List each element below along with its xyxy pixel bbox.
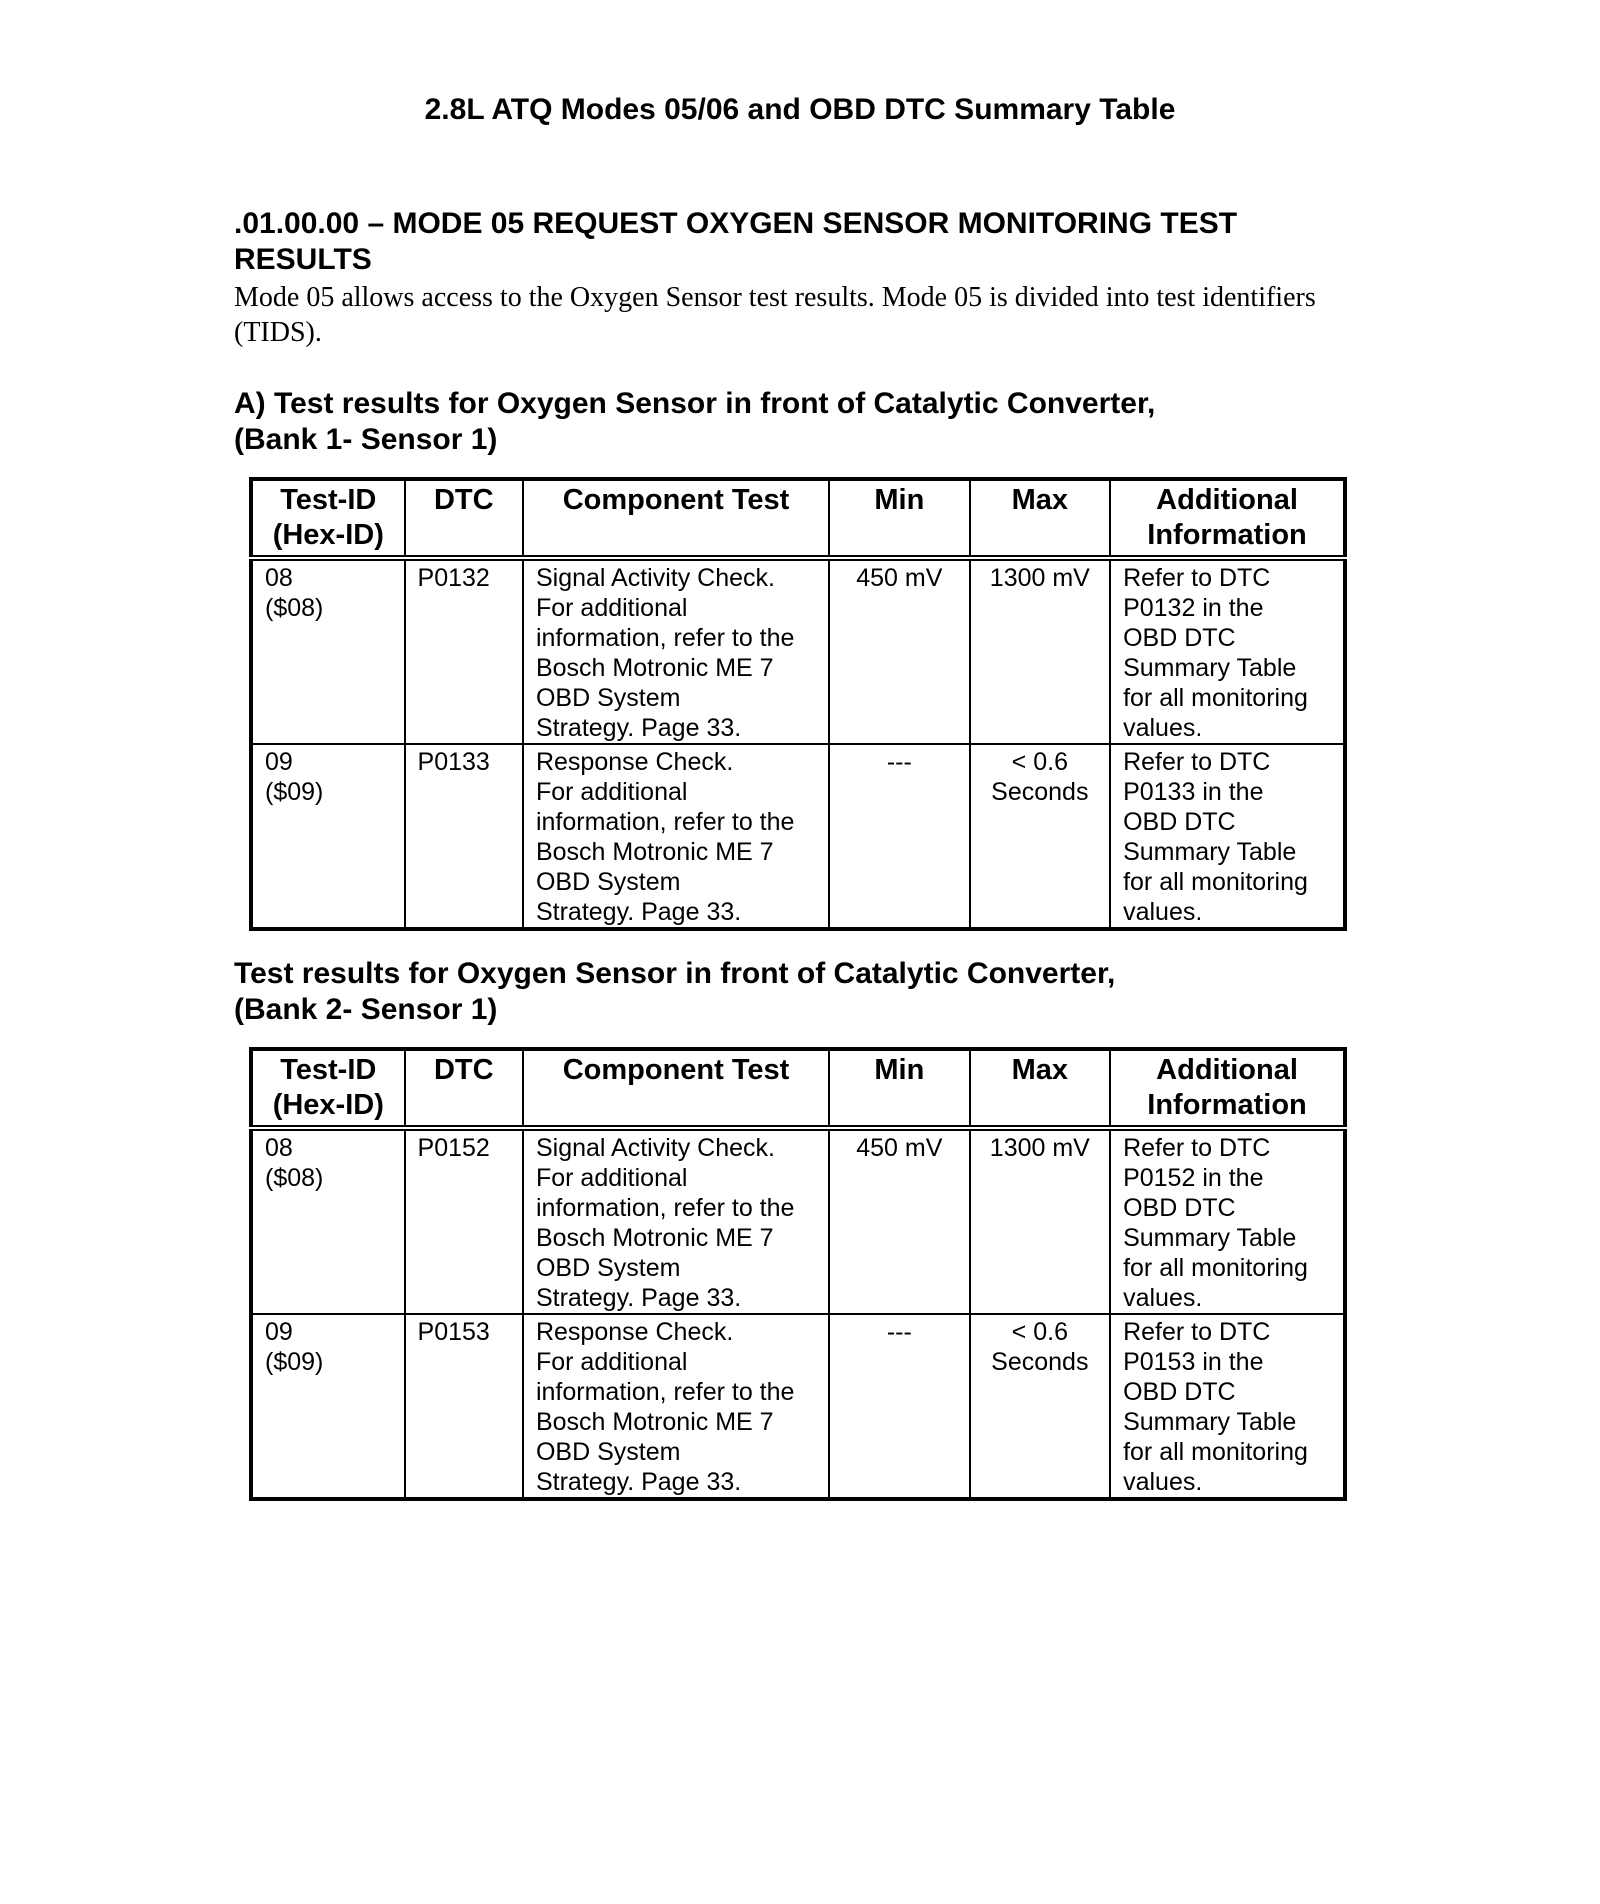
cell-line: OBD System: [535, 1254, 681, 1282]
cell-line: information, refer to the: [535, 1378, 795, 1406]
cell-line: Refer to DTC: [1123, 564, 1271, 592]
cell-line: 09: [265, 748, 293, 776]
cell-line: Seconds: [991, 1348, 1089, 1376]
cell-min: [829, 558, 970, 744]
cell-max: [970, 1128, 1111, 1314]
page-title: 2.8L ATQ Modes 05/06 and OBD DTC Summary Table: [424, 93, 1176, 126]
table-a-heading-line: A) Test results for Oxygen Sensor in front of Catalytic Converter,: [234, 387, 1156, 420]
cell-line: for all monitoring: [1123, 1438, 1308, 1466]
table-row: [251, 558, 1345, 744]
cell-line: values.: [1123, 714, 1203, 742]
cell-line: Bosch Motronic ME 7: [535, 838, 774, 866]
cell-line: information, refer to the: [535, 1194, 795, 1222]
column-header-additional-information: [1110, 479, 1345, 558]
cell-max: [970, 744, 1111, 929]
cell-line: < 0.6: [1011, 748, 1068, 776]
table-row: [251, 744, 1345, 929]
cell-line: Refer to DTC: [1123, 1318, 1271, 1346]
cell-line: Response Check.: [535, 1318, 734, 1346]
column-header-min: Min: [829, 1049, 970, 1128]
column-header-component-test: Component Test: [523, 479, 829, 558]
column-header-component-test: Component Test: [523, 1049, 829, 1128]
cell-component-test: [523, 1128, 829, 1314]
results-table-bank-1: [249, 477, 1347, 931]
table-a-heading-line: (Bank 1- Sensor 1): [234, 423, 498, 456]
cell-line: Bosch Motronic ME 7: [535, 1408, 774, 1436]
column-header-line: Additional: [1156, 1054, 1298, 1086]
cell-line: For additional: [535, 1348, 688, 1376]
cell-line: values.: [1123, 1284, 1203, 1312]
table-b-heading-line: (Bank 2- Sensor 1): [234, 993, 498, 1026]
cell-additional-information: [1110, 1314, 1345, 1499]
section-heading: .01.00.00 – MODE 05 REQUEST OXYGEN SENSOR MONITORING TEST RESULTS: [234, 207, 1238, 276]
cell-line: Strategy. Page 33.: [535, 714, 742, 742]
cell-line: 08: [265, 564, 293, 592]
cell-dtc: P0153: [405, 1314, 523, 1499]
cell-line: OBD DTC: [1123, 624, 1236, 652]
table-b-heading: [234, 956, 1334, 1028]
cell-dtc: P0152: [405, 1128, 523, 1314]
column-header-line: Test-ID: [280, 484, 377, 516]
column-header-dtc: DTC: [405, 479, 523, 558]
column-header-test-id: [251, 1049, 405, 1128]
cell-test-id: [251, 558, 405, 744]
cell-line: 450 mV: [856, 564, 943, 592]
cell-line: Refer to DTC: [1123, 748, 1271, 776]
cell-additional-information: [1110, 558, 1345, 744]
cell-line: Seconds: [991, 778, 1089, 806]
cell-line: For additional: [535, 594, 688, 622]
cell-line: ($09): [265, 778, 324, 806]
cell-line: for all monitoring: [1123, 1254, 1308, 1282]
cell-test-id: [251, 1314, 405, 1499]
cell-line: Response Check.: [535, 748, 734, 776]
column-header-min: Min: [829, 479, 970, 558]
cell-additional-information: [1110, 1128, 1345, 1314]
cell-line: Refer to DTC: [1123, 1134, 1271, 1162]
cell-line: P0133 in the: [1123, 778, 1264, 806]
cell-line: information, refer to the: [535, 808, 795, 836]
cell-line: ($09): [265, 1348, 324, 1376]
column-header-line: (Hex-ID): [272, 1089, 384, 1121]
cell-line: OBD System: [535, 1438, 681, 1466]
cell-max: [970, 558, 1111, 744]
column-header-line: Information: [1147, 1089, 1307, 1121]
table-header-row: [251, 479, 1345, 558]
column-header-line: (Hex-ID): [272, 519, 384, 551]
cell-line: Summary Table: [1123, 1224, 1297, 1252]
cell-line: ---: [886, 1318, 912, 1346]
cell-line: Signal Activity Check.: [535, 564, 775, 592]
cell-line: Strategy. Page 33.: [535, 1284, 742, 1312]
cell-dtc: P0133: [405, 744, 523, 929]
cell-line: Summary Table: [1123, 838, 1297, 866]
cell-line: for all monitoring: [1123, 868, 1308, 896]
cell-line: Summary Table: [1123, 1408, 1297, 1436]
cell-line: ($08): [265, 594, 324, 622]
results-table-bank-2: [249, 1047, 1347, 1501]
cell-line: ($08): [265, 1164, 324, 1192]
cell-line: Bosch Motronic ME 7: [535, 1224, 774, 1252]
cell-line: information, refer to the: [535, 624, 795, 652]
table-header-row: [251, 1049, 1345, 1128]
cell-line: 1300 mV: [989, 564, 1090, 592]
cell-line: Signal Activity Check.: [535, 1134, 775, 1162]
cell-line: For additional: [535, 778, 688, 806]
cell-line: 09: [265, 1318, 293, 1346]
cell-line: for all monitoring: [1123, 684, 1308, 712]
cell-component-test: [523, 558, 829, 744]
column-header-max: Max: [970, 479, 1111, 558]
cell-line: ---: [886, 748, 912, 776]
cell-line: Bosch Motronic ME 7: [535, 654, 774, 682]
cell-line: Strategy. Page 33.: [535, 898, 742, 926]
column-header-additional-information: [1110, 1049, 1345, 1128]
cell-line: 450 mV: [856, 1134, 943, 1162]
column-header-line: Information: [1147, 519, 1307, 551]
column-header-dtc: DTC: [405, 1049, 523, 1128]
cell-line: OBD DTC: [1123, 1194, 1236, 1222]
cell-line: values.: [1123, 898, 1203, 926]
cell-line: < 0.6: [1011, 1318, 1068, 1346]
cell-min: [829, 1314, 970, 1499]
cell-line: OBD DTC: [1123, 808, 1236, 836]
cell-line: P0132 in the: [1123, 594, 1264, 622]
cell-line: For additional: [535, 1164, 688, 1192]
cell-test-id: [251, 744, 405, 929]
cell-dtc: P0132: [405, 558, 523, 744]
column-header-max: Max: [970, 1049, 1111, 1128]
cell-component-test: [523, 1314, 829, 1499]
cell-line: OBD DTC: [1123, 1378, 1236, 1406]
cell-test-id: [251, 1128, 405, 1314]
cell-line: 08: [265, 1134, 293, 1162]
cell-min: [829, 1128, 970, 1314]
cell-line: Summary Table: [1123, 654, 1297, 682]
cell-line: 1300 mV: [989, 1134, 1090, 1162]
cell-line: P0153 in the: [1123, 1348, 1264, 1376]
cell-line: Strategy. Page 33.: [535, 1468, 742, 1496]
intro-paragraph: Mode 05 allows access to the Oxygen Sensor test results. Mode 05 is divided into test identifiers (TIDS).: [234, 282, 1316, 348]
column-header-line: Test-ID: [280, 1054, 377, 1086]
cell-line: OBD System: [535, 868, 681, 896]
cell-additional-information: [1110, 744, 1345, 929]
cell-line: OBD System: [535, 684, 681, 712]
table-b-heading-line: Test results for Oxygen Sensor in front of Catalytic Converter,: [234, 957, 1116, 990]
cell-component-test: [523, 744, 829, 929]
table-a-heading: [234, 386, 1334, 458]
cell-max: [970, 1314, 1111, 1499]
column-header-test-id: [251, 479, 405, 558]
table-row: [251, 1314, 1345, 1499]
cell-line: P0152 in the: [1123, 1164, 1264, 1192]
cell-line: values.: [1123, 1468, 1203, 1496]
cell-min: [829, 744, 970, 929]
column-header-line: Additional: [1156, 484, 1298, 516]
table-row: [251, 1128, 1345, 1314]
